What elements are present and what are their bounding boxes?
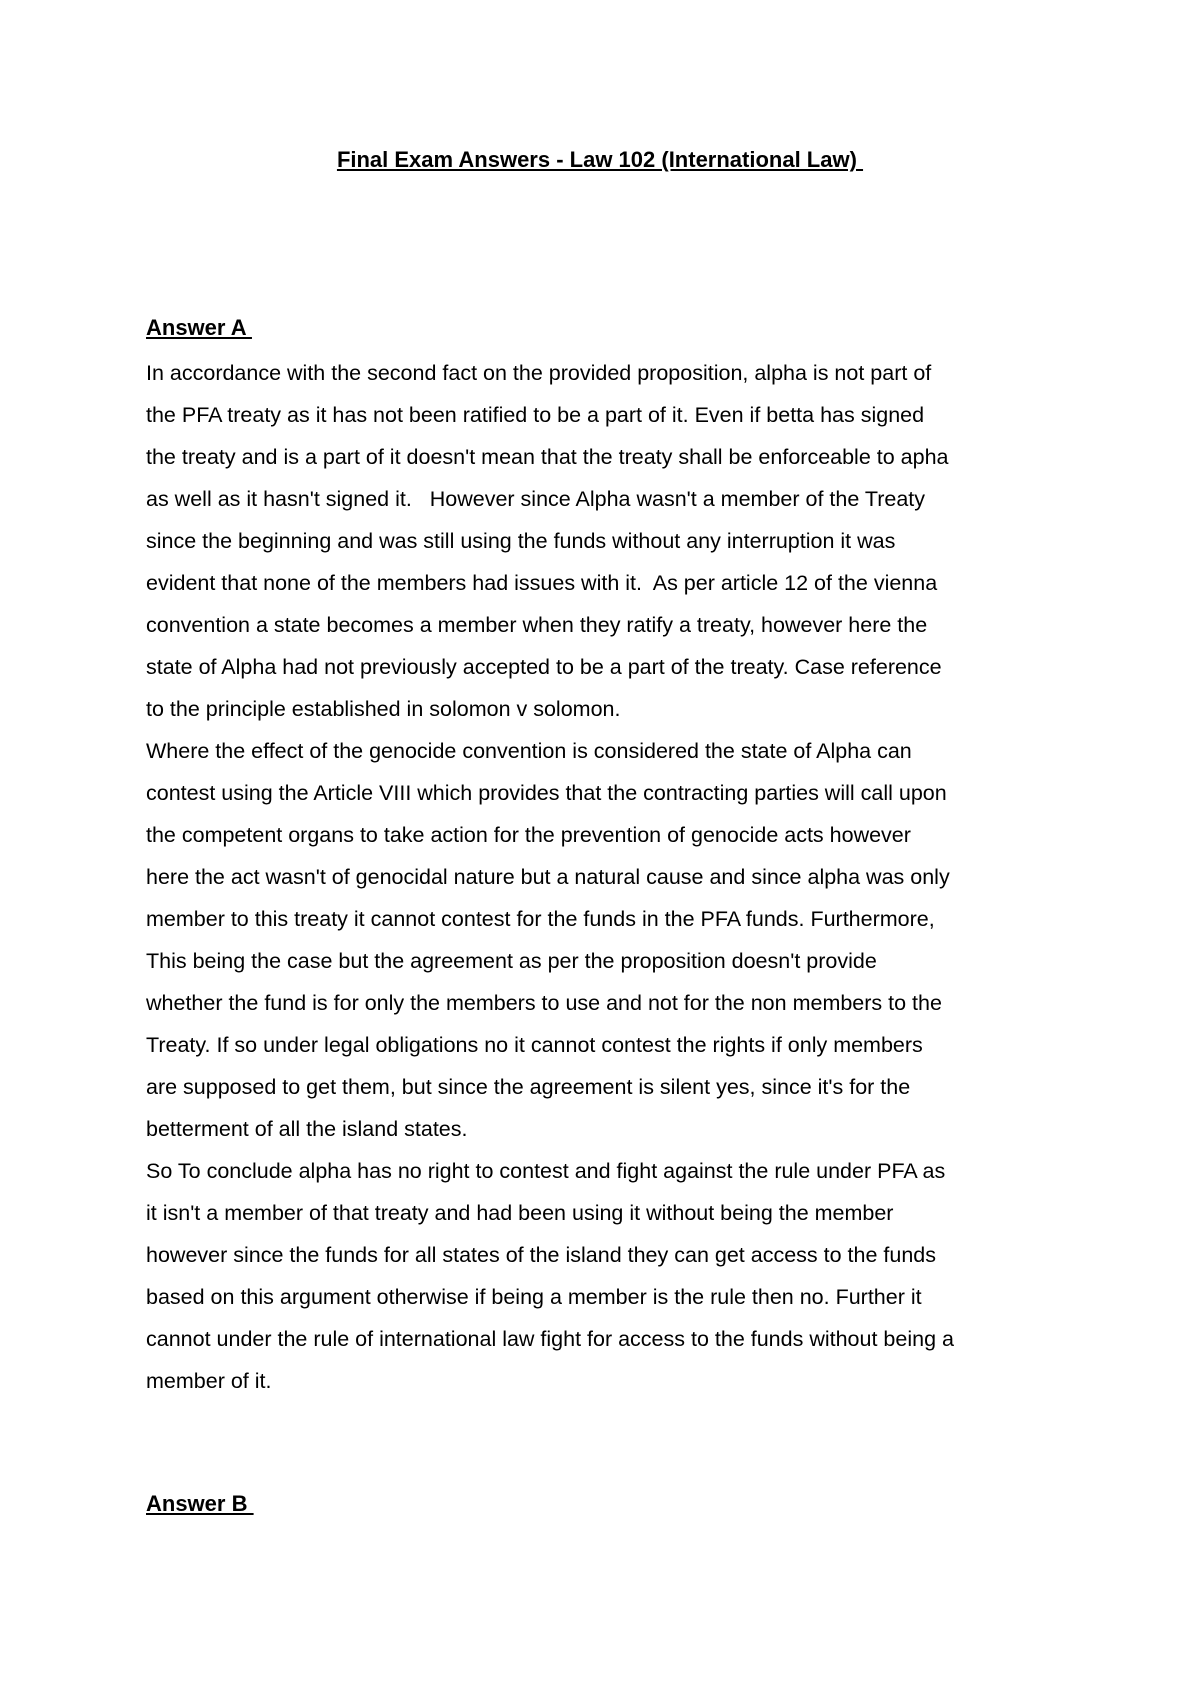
answer-a-body (146, 352, 1076, 1402)
answer-a-text-line: member to this treaty it cannot contest for the funds in the PFA funds. Furthermore, (146, 907, 935, 931)
answer-a-text-line: convention a state becomes a member when they ratify a treaty, however here the (146, 613, 928, 637)
answer-a-text-line: to the principle established in solomon v solomon. (146, 697, 621, 721)
answer-a-text-line: In accordance with the second fact on the provided proposition, alpha is not part of (146, 361, 932, 385)
answer-a-text-line: the PFA treaty as it has not been ratified to be a part of it. Even if betta has signed (146, 403, 925, 427)
answer-a-text-line: based on this argument otherwise if being a member is the rule then no. Further it (146, 1285, 922, 1309)
answer-a-text-line: cannot under the rule of international law fight for access to the funds without being a (146, 1327, 954, 1351)
answer-a-text-line: the treaty and is a part of it doesn't mean that the treaty shall be enforceable to apha (146, 445, 949, 469)
answer-a-text-line: state of Alpha had not previously accepted to be a part of the treaty. Case reference (146, 655, 942, 679)
answer-a-text-line: it isn't a member of that treaty and had been using it without being the member (146, 1201, 894, 1225)
answer-a-text-line: contest using the Article VIII which provides that the contracting parties will call upon (146, 781, 947, 805)
answer-a-text-line: as well as it hasn't signed it. However since Alpha wasn't a member of the Treaty (146, 487, 925, 511)
answer-a-text-line: betterment of all the island states. (146, 1117, 468, 1141)
answer-a-text-line: Where the effect of the genocide convention is considered the state of Alpha can (146, 739, 912, 763)
answer-a-text-line: here the act wasn't of genocidal nature but a natural cause and since alpha was only (146, 865, 950, 889)
answer-a-text-line: since the beginning and was still using the funds without any interruption it was (146, 529, 896, 553)
answer-a-heading: Answer A (146, 315, 252, 340)
answer-a-text-line: This being the case but the agreement as per the proposition doesn't provide (146, 949, 877, 973)
answer-a-text-line: the competent organs to take action for the prevention of genocide acts however (146, 823, 911, 847)
answer-b-heading: Answer B (146, 1491, 254, 1516)
answer-a-text-line: Treaty. If so under legal obligations no it cannot contest the rights if only members (146, 1033, 923, 1057)
answer-a-text-line: are supposed to get them, but since the agreement is silent yes, since it's for the (146, 1075, 911, 1099)
answer-a-text-line: member of it. (146, 1369, 272, 1393)
answer-a-text-line: whether the fund is for only the members to use and not for the non members to the (146, 991, 942, 1015)
answer-a-text-line: however since the funds for all states of the island they can get access to the funds (146, 1243, 936, 1267)
answer-a-text-line: evident that none of the members had issues with it. As per article 12 of the vienna (146, 571, 938, 595)
document-title: Final Exam Answers - Law 102 (International Law) (336, 147, 864, 172)
answer-a-text-line: So To conclude alpha has no right to contest and fight against the rule under PFA as (146, 1159, 946, 1183)
